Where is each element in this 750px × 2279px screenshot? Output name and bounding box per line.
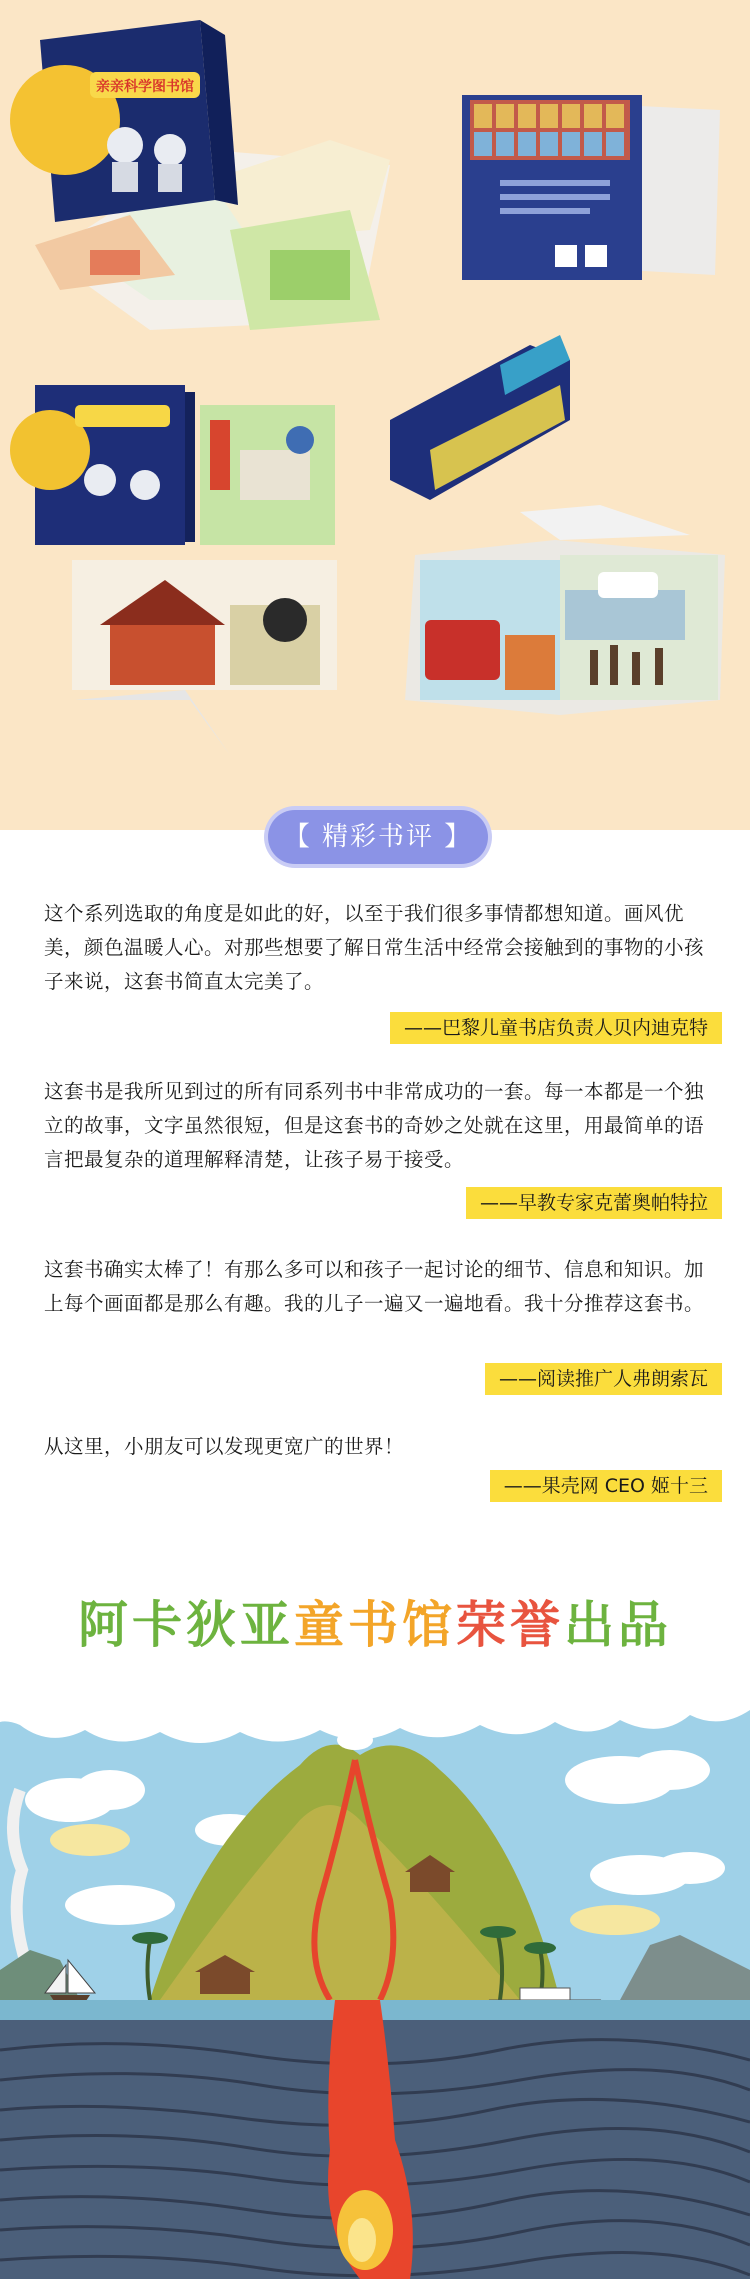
boxset-photo-1: [10, 20, 390, 330]
review-text-1: 这个系列选取的角度是如此的好，以至于我们很多事情都想知道。画风优美，颜色温暖人心。对那些想要了解日常生活中经常会接触到的事物的小孩子来说，这套书简直太完美了。: [44, 902, 705, 993]
review-text-4: 从这里，小朋友可以发现更宽广的世界！: [44, 1435, 405, 1458]
product-photos: [0, 0, 750, 830]
book-cover-title: 亲亲科学图书馆: [96, 79, 194, 95]
brand-name: 阿卡狄亚: [78, 1595, 294, 1654]
brand-produced: 出品: [564, 1595, 672, 1654]
brand-honor: 荣誉: [456, 1595, 564, 1654]
boxset-photo-3: [10, 385, 337, 755]
boxset-photo-2: [462, 95, 720, 280]
brand-imprint: 童书馆: [294, 1595, 456, 1654]
boxset-photo-4: [390, 335, 725, 715]
section-title: 【 精彩书评 】: [268, 810, 488, 864]
volcano-illustration: [0, 1670, 750, 2279]
review-author-1: ——巴黎儿童书店负责人贝内迪克特: [390, 1012, 722, 1044]
review-text-3: 这套书确实太棒了！有那么多可以和孩子一起讨论的细节、信息和知识。加上每个画面都是那么有趣。我的儿子一遍又一遍地看。我十分推荐这套书。: [44, 1258, 705, 1315]
review-text-2: 这套书是我所见到过的所有同系列书中非常成功的一套。每一本都是一个独立的故事，文字虽然很短，但是这套书的奇妙之处就在这里，用最简单的语言把最复杂的道理解释清楚，让孩子易于接受。: [44, 1080, 705, 1171]
review-author-2: ——早教专家克蕾奥帕特拉: [466, 1187, 722, 1219]
brand-heading: [0, 1585, 750, 1657]
review-author-3: ——阅读推广人弗朗索瓦: [485, 1363, 722, 1395]
review-author-4: ——果壳网 CEO 姬十三: [490, 1470, 722, 1502]
